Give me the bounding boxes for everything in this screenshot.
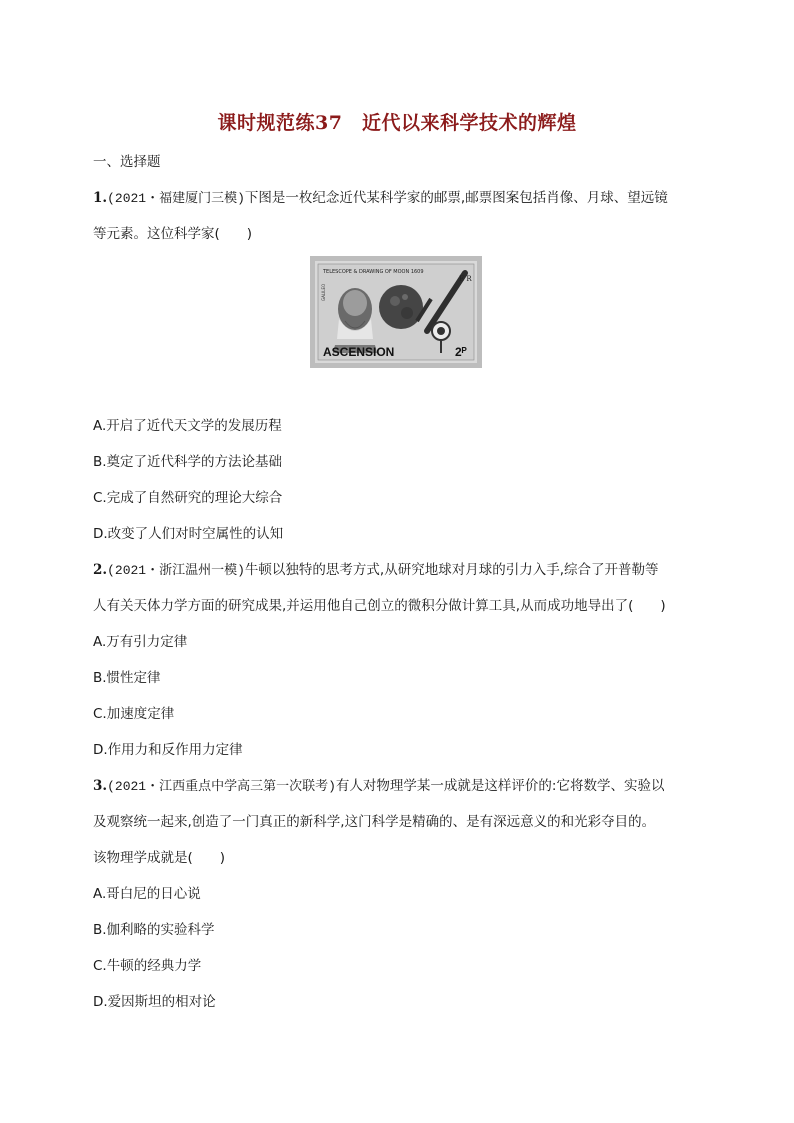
option-1b: B.奠定了近代科学的方法论基础 <box>93 454 283 470</box>
option-2b: B.惯性定律 <box>93 670 161 686</box>
question-source: (2021・江西重点中学高三第一次联考) <box>107 779 336 794</box>
section-heading: 一、选择题 <box>93 154 161 170</box>
option-1d: D.改变了人们对时空属性的认知 <box>93 526 284 542</box>
question-source: (2021・浙江温州一模) <box>107 563 245 578</box>
question-3-line-1 <box>93 780 664 794</box>
question-2-line-2: 人有关天体力学方面的研究成果,并运用他自己创立的微积分做计算工具,从而成功地导出了( ) <box>93 598 666 614</box>
question-1-line-1 <box>93 192 668 206</box>
stamp-caption: TELESCOPE & DRAWING OF MOON 1609 <box>323 269 424 275</box>
option-1c: C.完成了自然研究的理论大综合 <box>93 490 283 506</box>
option-3b: B.伽利略的实验科学 <box>93 922 215 938</box>
question-3-line-2: 及观察统一起来,创造了一门真正的新科学,这门科学是精确的、是有深远意义的和光彩夺目的。 <box>93 814 656 830</box>
moon-icon <box>379 285 423 329</box>
option-2d: D.作用力和反作用力定律 <box>93 742 243 758</box>
question-number: 1. <box>93 190 108 206</box>
option-1a: A.开启了近代天文学的发展历程 <box>93 418 282 434</box>
option-3a: A.哥白尼的日心说 <box>93 886 201 902</box>
option-2c: C.加速度定律 <box>93 706 175 722</box>
stamp-image <box>310 256 482 368</box>
option-3c: C.牛顿的经典力学 <box>93 958 202 974</box>
question-1-line-2: 等元素。这位科学家( ) <box>93 226 253 242</box>
question-number: 3. <box>93 778 108 794</box>
question-2-line-1 <box>93 564 659 578</box>
stamp-side-text: GALILEO <box>321 283 326 301</box>
stamp-royal-cipher: E R <box>459 275 472 283</box>
question-text: 下图是一枚纪念近代某科学家的邮票,邮票图案包括肖像、月球、望远镜 <box>244 190 668 206</box>
option-3d: D.爱因斯坦的相对论 <box>93 994 216 1010</box>
option-2a: A.万有引力定律 <box>93 634 188 650</box>
question-source: (2021・福建厦门三模) <box>107 191 245 206</box>
question-3-line-3: 该物理学成就是( ) <box>93 850 226 866</box>
stamp-country: ASCENSION <box>323 345 395 359</box>
stamp-value: 2ᴾ <box>455 345 467 359</box>
question-number: 2. <box>93 562 108 578</box>
question-text: 牛顿以独特的思考方式,从研究地球对月球的引力入手,综合了开普勒等 <box>244 562 659 578</box>
question-text: 有人对物理学某一成就是这样评价的:它将数学、实验以 <box>335 778 665 794</box>
page-title: 课时规范练37 近代以来科学技术的辉煌 <box>217 112 577 134</box>
